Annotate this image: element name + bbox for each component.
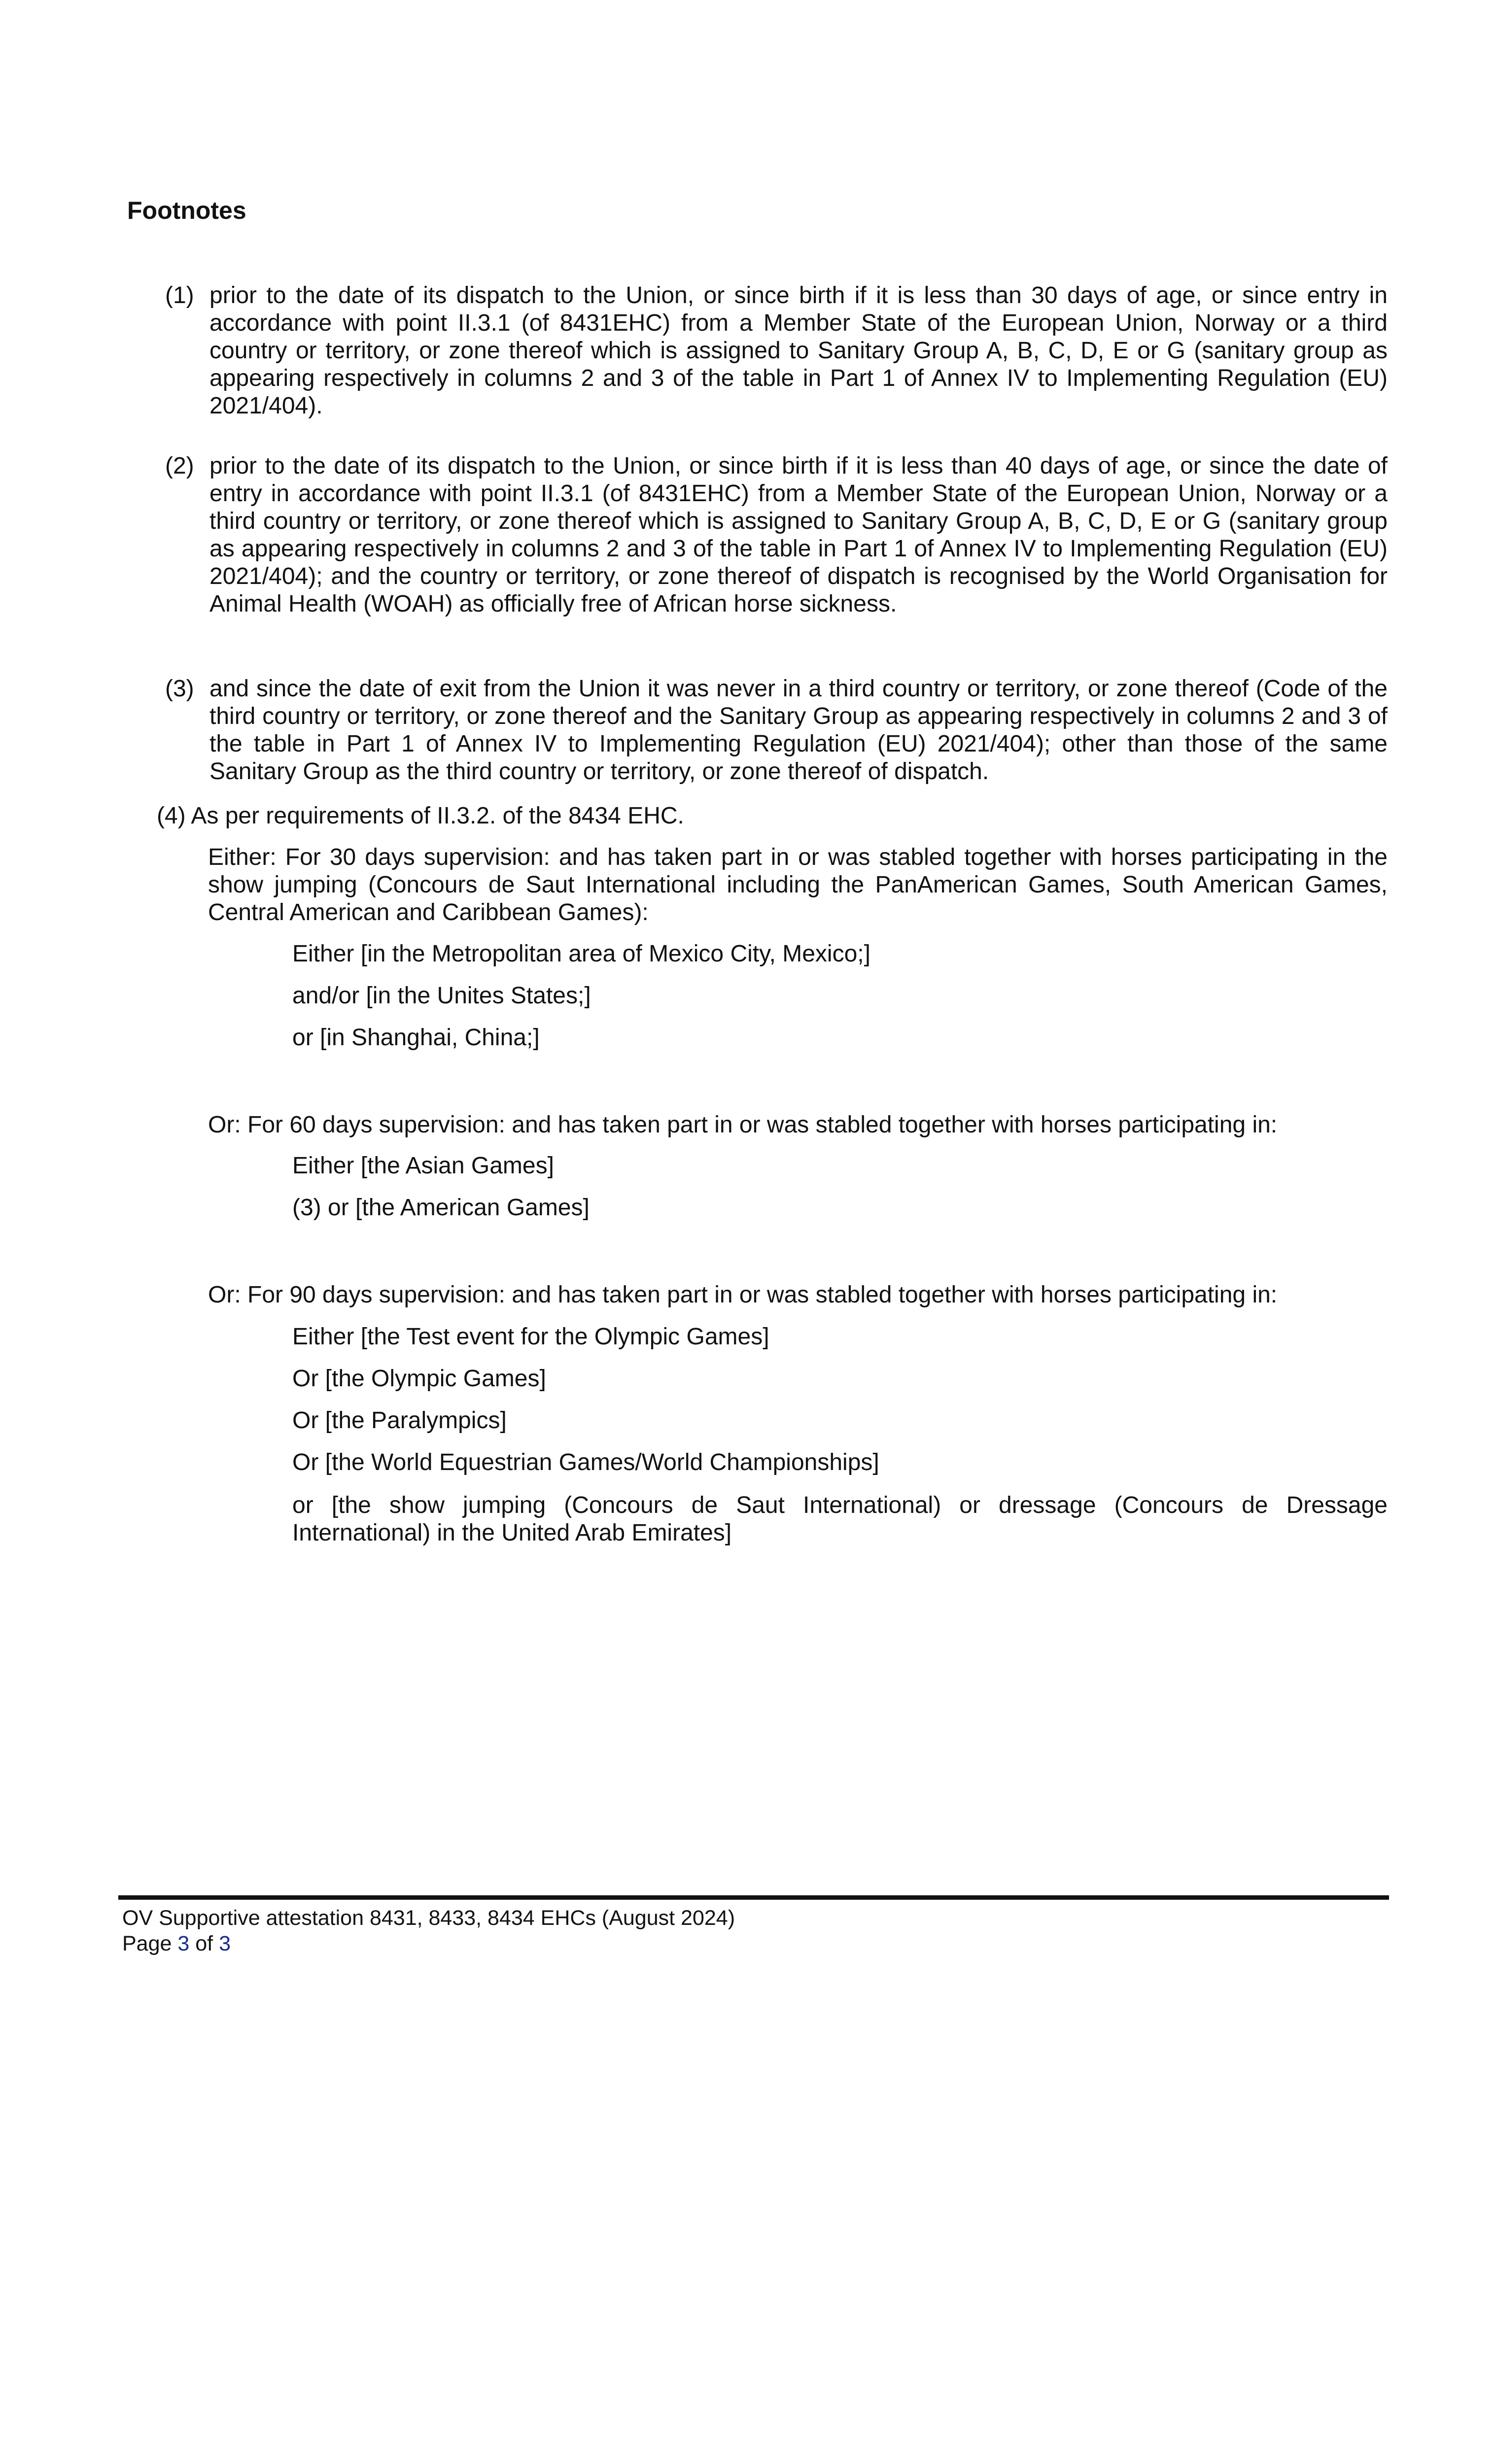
option-30-days: Either: For 30 days supervision: and has taken part in or was stabled together with horses participating in the show jumping (Concours de Saut International including the PanAmerican Games, South American Games, Central American and Caribbean Games): [208, 844, 1388, 925]
page-of-word: of [195, 1932, 213, 1955]
option-90-item: or [the show jumping (Concours de Saut International) or dressage (Concours de Dressage International) in the United Arab Emirates] [292, 1492, 1388, 1546]
footnote-text: prior to the date of its dispatch to the Union, or since birth if it is less than 40 days of age, or since the date of entry in accordance with point II.3.1 (of 8431EHC) from a Member State of the European Union, Norway or a third country or territory, or zone thereof which is assigned to Sanitary Group A, B, C, D, E or G (sanitary group as appearing respectively in columns 2 and 3 of the table in Part 1 of Annex IV to Implementing Regulation (EU) 2021/404); and the country or territory, or zone thereof of dispatch is recognised by the World Organisation for Animal Health (WOAH) as officially free of African horse sickness. [209, 453, 1388, 617]
option-60-item: (3) or [the American Games] [292, 1195, 590, 1221]
footer-page-number [122, 1931, 735, 1956]
option-90-item: Or [the Olympic Games] [292, 1366, 546, 1392]
option-60-days: Or: For 60 days supervision: and has taken part in or was stabled together with horses participating in: [208, 1112, 1278, 1138]
total-pages: 3 [219, 1932, 231, 1955]
footnote-number: (1) [165, 282, 194, 308]
option-90-item: Either [the Test event for the Olympic Games] [292, 1324, 769, 1350]
option-90-item: Or [the World Equestrian Games/World Championships] [292, 1449, 879, 1475]
option-30-item: Either [in the Metropolitan area of Mexico City, Mexico;] [292, 941, 870, 967]
footnote-4: (4) As per requirements of II.3.2. of the 8434 EHC. [157, 803, 684, 829]
footer-divider [118, 1895, 1389, 1900]
footer-document-title: OV Supportive attestation 8431, 8433, 8434 EHCs (August 2024) [122, 1906, 735, 1930]
footnotes-heading: Footnotes [127, 197, 246, 224]
footnote-text: and since the date of exit from the Union it was never in a third country or territory, or zone thereof (Code of the third country or territory, or zone thereof and the Sanitary Group as appearing respectively in columns 2 and 3 of the table in Part 1 of Annex IV to Implementing Regulation (EU) 2021/404); other than those of the same Sanitary Group as the third country or territory, or zone thereof of dispatch. [209, 676, 1388, 785]
footnote-3 [165, 675, 1388, 786]
footnote-number: (2) [165, 453, 194, 479]
option-30-item: or [in Shanghai, China;] [292, 1025, 540, 1051]
footnote-2 [165, 452, 1388, 618]
option-30-item: and/or [in the Unites States;] [292, 983, 591, 1009]
current-page: 3 [177, 1932, 190, 1955]
footnote-number: (3) [165, 676, 194, 702]
page-footer [122, 1905, 735, 1956]
page-word: Page [122, 1932, 172, 1955]
option-60-item: Either [the Asian Games] [292, 1153, 554, 1179]
footnote-text: prior to the date of its dispatch to the Union, or since birth if it is less than 30 days of age, or since entry in accordance with point II.3.1 (of 8431EHC) from a Member State of the European Union, Norway or a third country or territory, or zone thereof which is assigned to Sanitary Group A, B, C, D, E or G (sanitary group as appearing respectively in columns 2 and 3 of the table in Part 1 of Annex IV to Implementing Regulation (EU) 2021/404). [209, 282, 1388, 419]
option-90-item: Or [the Paralympics] [292, 1407, 507, 1434]
footnote-1 [165, 282, 1388, 420]
option-90-days: Or: For 90 days supervision: and has taken part in or was stabled together with horses participating in: [208, 1282, 1278, 1308]
